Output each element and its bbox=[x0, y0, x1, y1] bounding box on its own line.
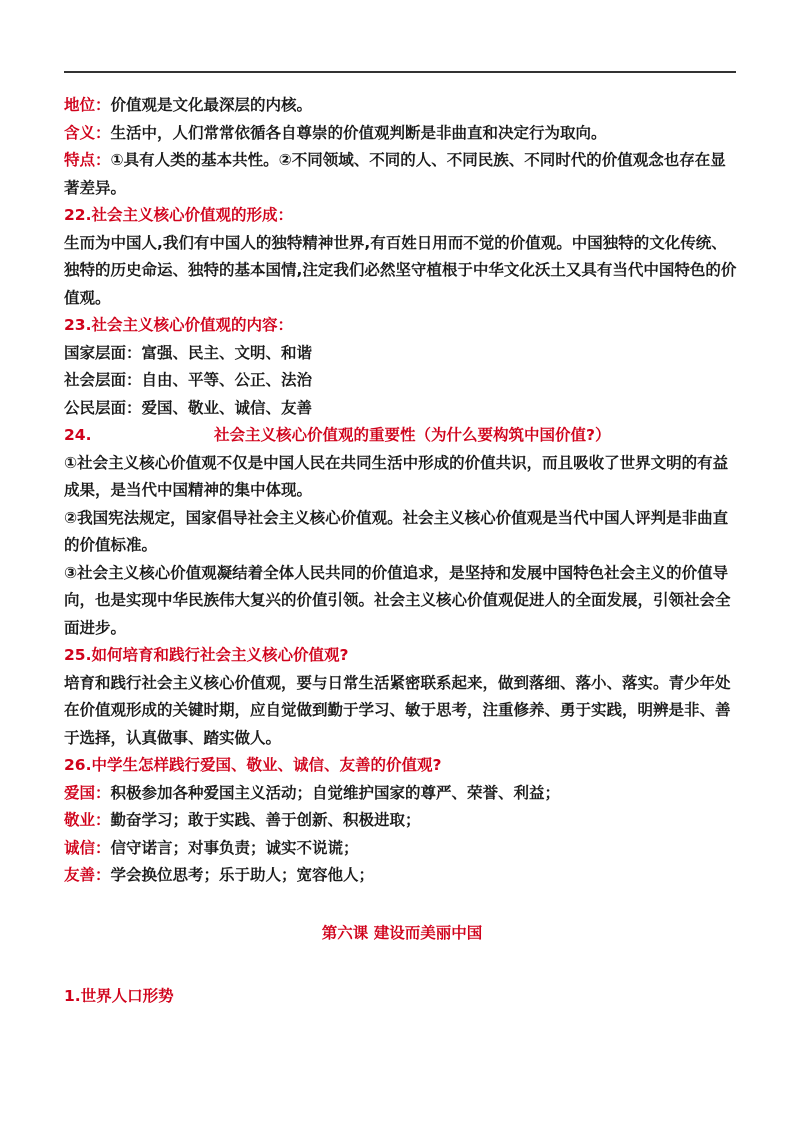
section-24-point-3: ③社会主义核心价值观凝结着全体人民共同的价值追求，是坚持和发展中国特色社会主义的价值导向，也是实现中华民族伟大复兴的价值引领。社会主义核心价值观促进人的全面发展，引领社会全面进步。 bbox=[64, 563, 731, 637]
section-26-item-friendliness bbox=[64, 862, 740, 890]
patriotism-label: 爱国： bbox=[64, 783, 111, 802]
chapter-title: 第六课 建设而美丽中国 bbox=[321, 923, 483, 942]
section-24-point-2: ②我国宪法规定，国家倡导社会主义核心价值观。社会主义核心价值观是当代中国人评判是非曲直的价值标准。 bbox=[64, 508, 729, 554]
document-body bbox=[64, 92, 740, 1011]
section-24-number: 24. bbox=[64, 426, 92, 444]
section-23-heading: 23.社会主义核心价值观的内容： bbox=[64, 316, 293, 334]
friendliness-label: 友善： bbox=[64, 866, 111, 884]
section-26-item-patriotism bbox=[64, 780, 740, 808]
section-22-heading: 22.社会主义核心价值观的形成： bbox=[64, 206, 293, 224]
position-line bbox=[64, 92, 740, 120]
patriotism-text: 积极参加各种爱国主义活动；自觉维护国家的尊严、荣誉、利益； bbox=[110, 783, 561, 802]
section-24-title: 社会主义核心价值观的重要性（为什么要构筑中国价值?） bbox=[214, 426, 611, 444]
position-label: 地位： bbox=[64, 96, 111, 114]
section-23-item-society: 社会层面：自由、平等、公正、法治 bbox=[64, 371, 313, 389]
dedication-text: 勤奋学习；敢于实践、善于创新、积极进取； bbox=[110, 811, 421, 829]
section-26-item-integrity bbox=[64, 835, 740, 863]
section-25-heading: 25.如何培育和践行社会主义核心价值观? bbox=[64, 646, 349, 664]
friendliness-text: 学会换位思考；乐于助人；宽容他人； bbox=[110, 866, 375, 884]
section-22-body: 生而为中国人,我们有中国人的独特精神世界,有百姓日用而不觉的价值观。中国独特的文化传统、独特的历史命运、独特的基本国情,注定我们必然坚守植根于中华文化沃土又具有当代中国特色的价值观。 bbox=[64, 233, 737, 307]
section-25-body: 培育和践行社会主义核心价值观，要与日常生活紧密联系起来，做到落细、落小、落实。青少年处在价值观形成的关键时期，应自觉做到勤于学习、敏于思考，注重修养、勇于实践，明辨是非、善于选择，认真做事、踏实做人。 bbox=[64, 673, 731, 747]
integrity-label: 诚信： bbox=[64, 838, 111, 857]
section-23-item-country: 国家层面：富强、民主、文明、和谐 bbox=[64, 343, 313, 362]
section-23-item-citizen: 公民层面：爱国、敬业、诚信、友善 bbox=[64, 398, 313, 417]
feature-text: ①具有人类的基本共性。②不同领域、不同的人、不同民族、不同时代的价值观念也存在显著差异。 bbox=[64, 151, 726, 197]
meaning-line bbox=[64, 120, 740, 148]
header-rule bbox=[64, 71, 736, 73]
integrity-text: 信守诺言；对事负责；诚实不说谎； bbox=[110, 838, 359, 857]
section-26-heading: 26.中学生怎样践行爱国、敬业、诚信、友善的价值观? bbox=[64, 756, 442, 774]
dedication-label: 敬业： bbox=[64, 811, 111, 829]
feature-line bbox=[64, 147, 740, 202]
position-text: 价值观是文化最深层的内核。 bbox=[110, 96, 313, 114]
section-1-heading: 1.世界人口形势 bbox=[64, 987, 174, 1005]
meaning-text: 生活中，人们常常依循各自尊崇的价值观判断是非曲直和决定行为取向。 bbox=[110, 123, 607, 142]
section-24-point-1: ①社会主义核心价值观不仅是中国人民在共同生活中形成的价值共识，而且吸收了世界文明的有益成果，是当代中国精神的集中体现。 bbox=[64, 453, 729, 499]
feature-label: 特点： bbox=[64, 151, 111, 169]
section-24-heading bbox=[64, 422, 740, 450]
section-26-item-dedication bbox=[64, 807, 740, 835]
meaning-label: 含义： bbox=[64, 123, 111, 142]
